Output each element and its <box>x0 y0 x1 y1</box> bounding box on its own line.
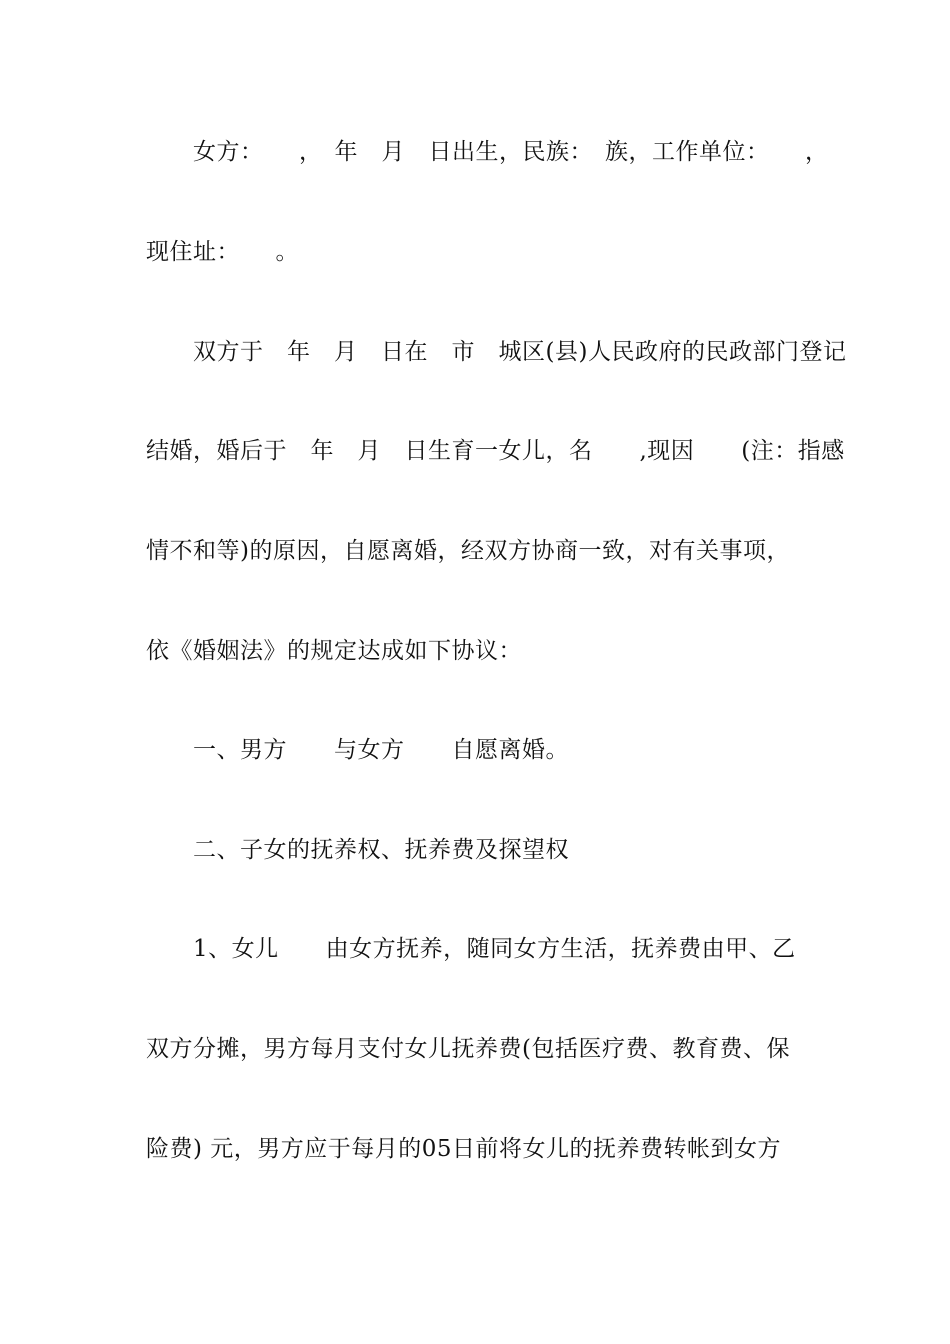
paragraph-line-3: 双方于 年 月 日在 市 城区(县)人民政府的民政部门登记 <box>193 339 847 365</box>
paragraph-line-2: 现住址： 。 <box>146 239 299 265</box>
paragraph-line-4: 结婚，婚后于 年 月 日生育一女儿，名 ,现因 (注：指感 <box>146 438 845 464</box>
clause-two-item-1-cont-2: 险费) 元，男方应于每月的05日前将女儿的抚养费转帐到女方 <box>146 1136 782 1162</box>
paragraph-line-1: 女方： ， 年 月 日出生，民族： 族，工作单位： ， <box>193 139 829 165</box>
clause-two-item-1-cont-1: 双方分摊，男方每月支付女儿抚养费(包括医疗费、教育费、保 <box>146 1036 790 1062</box>
clause-one: 一、男方 与女方 自愿离婚。 <box>193 737 569 763</box>
paragraph-line-5: 情不和等)的原因，自愿离婚，经双方协商一致，对有关事项， <box>146 538 790 564</box>
clause-two-item-1: 1、女儿 由女方抚养，随同女方生活，抚养费由甲、乙 <box>193 936 796 962</box>
clause-two-heading: 二、子女的抚养权、抚养费及探望权 <box>193 837 569 863</box>
paragraph-line-6: 依《婚姻法》的规定达成如下协议： <box>146 638 522 664</box>
